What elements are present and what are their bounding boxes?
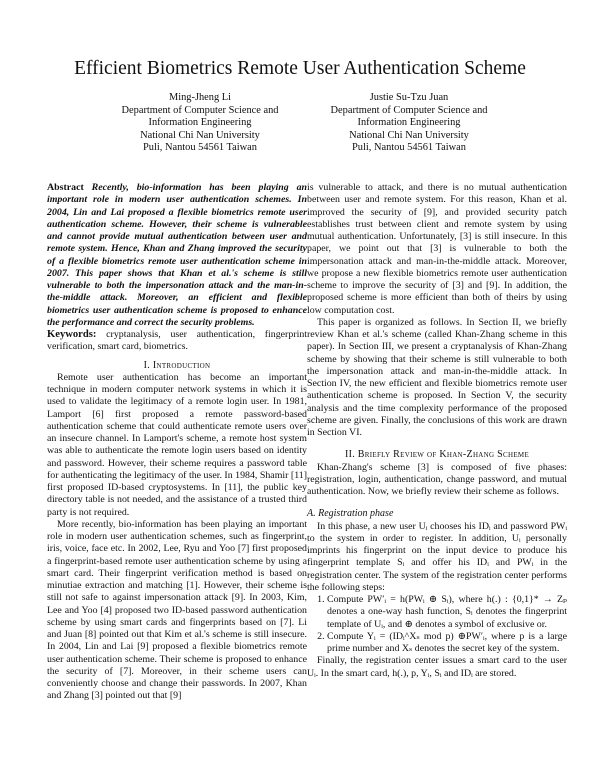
left-column — [47, 182, 307, 703]
keywords-label: Keywords: — [47, 329, 97, 340]
author-address: Puli, Nantou 54561 Taiwan — [352, 142, 466, 154]
abstract-label: Abstract — [47, 182, 84, 193]
keywords-text: cryptanalysis, user authentication, fingerprint verification, smart card, biometrics. — [47, 329, 307, 353]
registration-paragraph-1: In this phase, a new user Uᵢ chooses his IDᵢ and password PWᵢ to the system in order to register. In addition, Uᵢ personally imprints his fingerprint on the input device to produce his fingerprint template Sᵢ and offer his IDᵢ and PWᵢ in the registration center. The system of the registration center performs the following steps: — [307, 520, 567, 593]
author-name: Justie Su-Tzu Juan — [369, 92, 449, 103]
section-heading-introduction: I. Introduction — [143, 359, 211, 371]
right-column — [307, 182, 567, 680]
author-affiliation: National Chi Nan University — [140, 129, 260, 141]
section-heading-review: II. Briefly Review of Khan-Zhang Scheme — [344, 449, 530, 461]
author-affiliation: Department of Computer Science and — [121, 104, 279, 116]
registration-step: 2. Compute Yᵢ = (IDᵢ^Xₛ mod p) ⊕PW′ᵢ, where p is a large prime number and Xₛ denotes the secret key of the system. — [327, 631, 567, 656]
intro-paragraph-1: Remote user authentication has become an important technique in modern computer network systems in which it is used to validate the legitimacy of a remote login user. In 1981, Lamport [6] first proposed a remote password-based authentication scheme that could authenticate remote users over an insecure channel. In Lamport's scheme, a remote host system was able to authenticate the remote login users based on identity and password. However, their scheme requires a password table for authenticating the legitimacy of the user. In 1984, Shamir [11] first proposed ID-based cryptosystems. In [11], the public key directory table is not needed, and the assistance of a trusted third party is not required. — [47, 371, 307, 518]
abstract — [47, 182, 307, 329]
paper-title: Efficient Biometrics Remote User Authentication Scheme — [74, 58, 526, 79]
registration-steps — [307, 594, 567, 655]
review-paragraph-1: Khan-Zhang's scheme [3] is composed of five phases: registration, login, authentication, change password, and mutual authentication. Now, we briefly review their scheme as follows. — [307, 461, 567, 497]
registration-paragraph-2: Finally, the registration center issues a smart card to the user Uᵢ. In the smart card, h(.), p, Yᵢ, Sᵢ and IDᵢ are stored. — [307, 655, 567, 679]
author-affiliation: Information Engineering — [148, 117, 252, 129]
intro-paragraph-2: More recently, bio-information has been playing an important role in modern user authentication schemes, such as fingerprint, iris, voice, face etc. In 2002, Lee, Ryu and Yoo [7] first proposed a fingerprint-based remote user authentication scheme by using a smart card. Their fingerprint verification method is based on minutiae extraction and matching [1]. However, their scheme is still not safe to against impersonation attack [9]. In 2003, Kim, Lee and Yoo [4] proposed two ID-based password authentication scheme by using smart cards and fingerprints based on [7]. Li and Juan [8] pointed out that Kim et al.'s scheme is still insecure. In 2004, Lin and Lai [9] proposed a flexible biometrics remote user authentication scheme. Their scheme is proposed to enhance the security of [7]. Moreover, in their scheme users can conveniently choose and change their passwords. In 2007, Khan and Zhang [3] pointed out that [9] — [47, 518, 307, 702]
registration-step: 1. Compute PW′ᵢ = h(PWᵢ ⊕ Sᵢ), where h(.) : {0,1}* → Zₚ denotes a one-way hash function, Sᵢ denotes the fingerprint template of Uᵢ, and ⊕ denotes a symbol of exclusive or. — [327, 594, 567, 631]
subsection-heading-registration: A. Registration phase — [307, 508, 394, 520]
author-address: Puli, Nantou 54561 Taiwan — [143, 142, 257, 154]
author-affiliation: Information Engineering — [357, 117, 461, 129]
intro-paragraph-3: is vulnerable to attack, and there is no mutual authentication between user and remote system. For this reason, Khan et al. improved the security of [9], and provided security patch establishes trust between client and remote system by using mutual authentication. Unfortunately, [3] is still insecure. In this paper, we point out that [3] is vulnerable to both the impersonation attack and man-in-the-middle attack. Moreover, we propose a new flexible biometrics remote user authentication scheme to improve the security of [3] and [9]. In addition, the proposed scheme is more efficient than both of theirs by using low computation cost. — [307, 182, 567, 316]
abstract-text: Recently, bio-information has been playing an important role in modern user authentication schemes. In 2004, Lin and Lai proposed a flexible biometrics remote user authentication scheme. However, their scheme is vulnerable and cannot provide mutual authentication between user and remote system. Hence, Khan and Zhang improved the security of a flexible biometrics remote user authentication scheme in 2007. This paper shows that Khan et al.'s scheme is still vulnerable to both the impersonation attack and the man-in-the-middle attack. Moreover, an efficient and flexible biometrics user authentication scheme is proposed to enhance the performance and correct the security problems. — [47, 182, 307, 328]
author-block-2 — [279, 92, 539, 155]
author-affiliation: National Chi Nan University — [349, 129, 469, 141]
keywords — [47, 329, 307, 354]
author-affiliation: Department of Computer Science and — [330, 104, 488, 116]
intro-paragraph-4: This paper is organized as follows. In Section II, we briefly review Khan et al.'s scheme (called Khan-Zhang scheme in this paper). In Section III, we present a cryptanalysis of Khan-Zhang scheme by showing that their scheme is still vulnerable to both the impersonation attack and man-in-the-middle attack. In Section IV, the new efficient and flexible biometrics remote user authentication scheme is proposed. In Section V, the security analysis and the time complexity performance of the proposed scheme are given. Finally, the conclusions of this work are drawn in Section VI. — [307, 316, 567, 438]
author-name: Ming-Jheng Li — [168, 92, 232, 103]
